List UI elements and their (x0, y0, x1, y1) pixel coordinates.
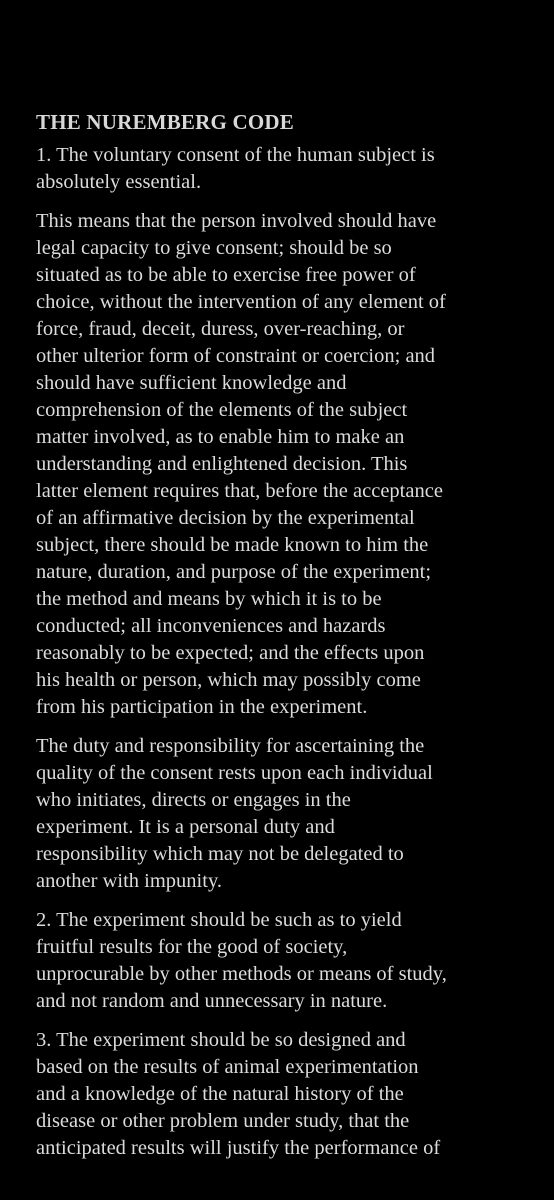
text-line: of an affirmative decision by the experimental (36, 507, 415, 529)
text-line: situated as to be able to exercise free power of (36, 264, 416, 286)
text-line: responsibility which may not be delegated to (36, 843, 404, 865)
text-line: the method and means by which it is to be (36, 588, 382, 610)
text-line: based on the results of animal experimentation (36, 1056, 419, 1078)
paragraph (36, 208, 520, 721)
paragraph (36, 1027, 520, 1162)
document-title: THE NUREMBERG CODE (36, 110, 294, 134)
text-line: absolutely essential. (36, 171, 202, 193)
text-line: legal capacity to give consent; should be so (36, 237, 392, 259)
paragraph (36, 142, 520, 196)
text-line: disease or other problem under study, that the (36, 1110, 410, 1132)
text-line: matter involved, as to enable him to make an (36, 426, 405, 448)
text-line: 1. The voluntary consent of the human subject is (36, 144, 435, 166)
text-line: his health or person, which may possibly come (36, 669, 421, 691)
text-line: quality of the consent rests upon each individual (36, 762, 433, 784)
text-line: subject, there should be made known to him the (36, 534, 429, 556)
text-line: force, fraud, deceit, duress, over-reaching, or (36, 318, 405, 340)
text-line: latter element requires that, before the acceptance (36, 480, 443, 502)
paragraph (36, 733, 520, 895)
text-line: 3. The experiment should be so designed and (36, 1029, 406, 1051)
text-line: should have sufficient knowledge and (36, 372, 347, 394)
text-line: from his participation in the experiment. (36, 696, 368, 718)
document-content (36, 108, 520, 1174)
text-line: choice, without the intervention of any element of (36, 291, 446, 313)
text-line: nature, duration, and purpose of the experiment; (36, 561, 432, 583)
text-line: other ulterior form of constraint or coercion; and (36, 345, 436, 367)
text-line: another with impunity. (36, 870, 222, 892)
document-body (36, 142, 520, 1162)
paragraph (36, 907, 520, 1015)
text-line: conducted; all inconveniences and hazards (36, 615, 386, 637)
text-line: and not random and unnecessary in nature. (36, 990, 388, 1012)
text-line: This means that the person involved should have (36, 210, 437, 232)
text-line: 2. The experiment should be such as to yield (36, 909, 402, 931)
text-line: experiment. It is a personal duty and (36, 816, 335, 838)
text-line: comprehension of the elements of the subject (36, 399, 408, 421)
text-line: anticipated results will justify the performance of (36, 1137, 441, 1159)
text-line: reasonably to be expected; and the effects upon (36, 642, 425, 664)
text-line: unprocurable by other methods or means of study, (36, 963, 447, 985)
text-line: fruitful results for the good of society, (36, 936, 348, 958)
text-line: and a knowledge of the natural history of the (36, 1083, 404, 1105)
text-line: The duty and responsibility for ascertaining the (36, 735, 425, 757)
text-line: understanding and enlightened decision. This (36, 453, 408, 475)
text-line: who initiates, directs or engages in the (36, 789, 351, 811)
